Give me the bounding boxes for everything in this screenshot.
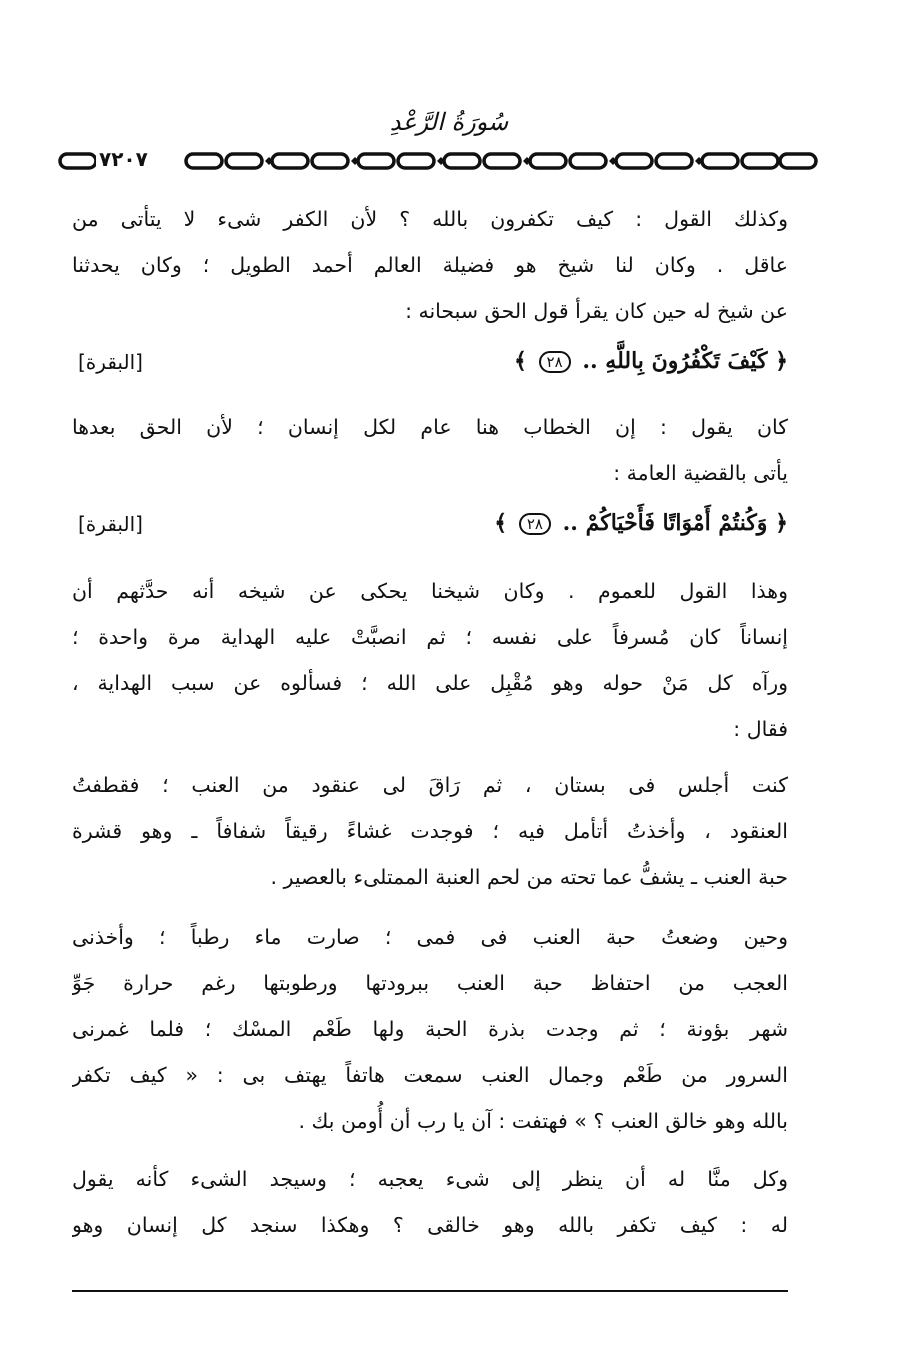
text-line: ورآه كل مَنْ حوله وهو مُقْبِل على الله ؛ فسألوه عن سبب الهداية ، (72, 671, 788, 695)
text-line: وهذا القول للعموم . وكان شيخنا يحكى عن شيخه أنه حدَّثهم أن (72, 579, 788, 603)
paragraph-2 (72, 404, 788, 496)
footer-divider (72, 1290, 788, 1292)
quran-verse-1 (72, 348, 788, 388)
verse-source: [البقرة] (78, 512, 143, 536)
text-line: العجب من احتفاظ حبة العنب ببرودتها ورطوبتها رغم حرارة جَوِّ (72, 971, 788, 995)
text-line: كان يقول : إن الخطاب هنا عام لكل إنسان ؛ لأن الحق بعدها (72, 415, 788, 439)
text-line: شهر بؤونة ؛ ثم وجدت بذرة الحبة ولها طَعْم المسْك ؛ فلما غمرنى (72, 1017, 788, 1041)
text-line: كنت أجلس فى بستان ، ثم رَاقَ لى عنقود من العنب ؛ فقطفتُ (72, 773, 788, 797)
text-line: السرور من طَعْم وجمال العنب سمعت هاتفاً يهتف بى : « كيف تكفر (72, 1063, 788, 1087)
verse-number-badge: ٢٨ (519, 513, 551, 535)
paragraph-5 (72, 914, 788, 1144)
verse-close-bracket: ﴾ (513, 348, 527, 374)
text-line: إنساناً كان مُسرفاً على نفسه ؛ ثم انصبَّتْ عليه الهداية مرة واحدة ؛ (72, 625, 788, 649)
verse-number-badge: ٢٨ (539, 351, 571, 373)
verse-source: [البقرة] (78, 350, 143, 374)
text-line: وحين وضعتُ حبة العنب فى فمى ؛ صارت ماء رطباً ؛ وأخذنى (72, 925, 788, 949)
paragraph-1 (72, 196, 788, 334)
verse-open-bracket: ﴿ (775, 348, 788, 374)
text-line: العنقود ، وأخذتُ أتأمل فيه ؛ فوجدت غشاءً رقيقاً شفافاً ـ وهو قشرة (72, 819, 788, 843)
text-line: يأتى بالقضية العامة : (613, 461, 788, 485)
text-line: وكذلك القول : كيف تكفرون بالله ؟ لأن الكفر شىء لا يتأتى من (72, 207, 788, 231)
surah-title: سُورَةُ الرَّعْدِ (389, 108, 509, 136)
text-line: عاقل . وكان لنا شيخ هو فضيلة العالم أحمد الطويل ؛ وكان يحدثنا (72, 253, 788, 277)
text-line: بالله وهو خالق العنب ؟ » فهتفت : آن يا رب أن أُومن بك . (298, 1109, 788, 1133)
quran-verse-2 (72, 510, 788, 550)
text-line: له : كيف تكفر بالله وهو خالقى ؟ وهكذا سنجد كل إنسان وهو (72, 1213, 788, 1237)
text-line: حبة العنب ـ يشفُّ عما تحته من لحم العنبة الممتلىء بالعصير . (270, 865, 788, 889)
verse-words: كَيْفَ تَكْفُرُونَ بِاللَّهِ .. (582, 348, 768, 374)
paragraph-6 (72, 1156, 788, 1248)
text-line: وكل منَّا له أن ينظر إلى شىء يعجبه ؛ وسيجد الشىء كأنه يقول (72, 1167, 788, 1191)
verse-text (494, 510, 788, 536)
text-line: فقال : (733, 717, 788, 741)
page-number: ٧٢٠٧ (96, 147, 151, 171)
decorative-border (58, 150, 818, 174)
paragraph-3 (72, 568, 788, 752)
verse-close-bracket: ﴾ (494, 510, 508, 536)
text-line: عن شيخ له حين كان يقرأ قول الحق سبحانه : (405, 299, 788, 323)
verse-open-bracket: ﴿ (775, 510, 788, 536)
verse-text (514, 348, 788, 374)
paragraph-4 (72, 762, 788, 900)
verse-words: وَكُنتُمْ أَمْوَاتًا فَأَحْيَاكُمْ .. (562, 510, 768, 536)
